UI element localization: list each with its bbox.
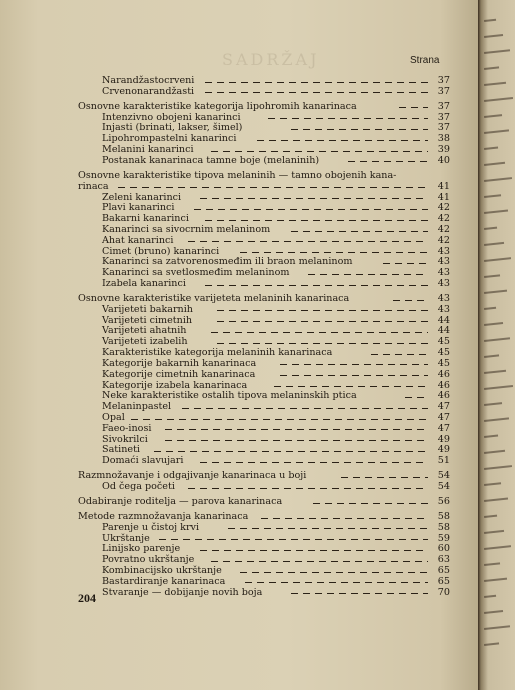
toc-entry-page: 44 bbox=[437, 314, 450, 326]
toc-entry-page: 44 bbox=[437, 325, 450, 337]
toc-entry-title: Kategorije izabela kanarinaca bbox=[102, 379, 248, 391]
adjacent-text-fragment bbox=[484, 417, 509, 422]
toc-entry-title: Cimet (bruno) kanarinci bbox=[102, 245, 220, 257]
toc-entry-title: Postanak kanarinaca tamne boje (melaninih) bbox=[102, 154, 320, 166]
toc-entry-title: Odabiranje roditelja — parova kanarinaca bbox=[78, 496, 283, 507]
adjacent-text-fragment bbox=[484, 257, 511, 262]
toc-entry-page: 58 bbox=[437, 511, 450, 522]
toc-entry-page: 49 bbox=[437, 444, 450, 456]
toc-entry-page: 47 bbox=[437, 422, 450, 434]
toc-entry-page: 54 bbox=[437, 470, 450, 482]
leader-dashes bbox=[383, 263, 428, 264]
adjacent-text-fragment bbox=[484, 385, 513, 390]
toc-entry-page: 42 bbox=[437, 223, 450, 235]
toc-entry-page: 46 bbox=[437, 379, 450, 391]
leader-dashes bbox=[348, 161, 428, 162]
toc-entry bbox=[78, 305, 450, 316]
leader-dashes bbox=[280, 375, 428, 376]
adjacent-text-fragment bbox=[484, 642, 499, 646]
table-of-contents bbox=[78, 76, 450, 599]
toc-entry-page: 46 bbox=[437, 368, 450, 380]
leader-dashes bbox=[291, 593, 428, 594]
toc-entry-title: Lipohrompastelni kanarinci bbox=[102, 133, 237, 145]
leader-dashes bbox=[118, 187, 428, 188]
toc-entry-title: Zeleni kanarinci bbox=[102, 191, 182, 203]
toc-entry-title: Varijeteti bakarnih bbox=[102, 303, 193, 315]
toc-entry-title: Kanarinci sa zatvorenosmeđim ili braon melaninom bbox=[102, 256, 353, 268]
toc-entry bbox=[78, 588, 450, 599]
adjacent-text-fragment bbox=[484, 147, 498, 150]
toc-entry-title: Osnovne karakteristike kategorija lipohromih kanarinaca bbox=[78, 100, 357, 112]
leader-dashes bbox=[182, 408, 428, 409]
toc-entry-page: 47 bbox=[437, 401, 450, 413]
toc-entry bbox=[78, 102, 450, 113]
adjacent-text-fragment bbox=[484, 227, 497, 230]
toc-entry-page: 65 bbox=[437, 575, 450, 587]
leader-dashes bbox=[240, 252, 428, 253]
adjacent-text-fragment bbox=[484, 322, 503, 326]
adjacent-text-fragment bbox=[484, 82, 506, 86]
adjacent-text-fragment bbox=[484, 49, 510, 54]
toc-entry-page: 63 bbox=[437, 554, 450, 566]
leader-dashes bbox=[280, 364, 428, 365]
toc-entry bbox=[78, 523, 450, 534]
toc-entry-page: 43 bbox=[437, 267, 450, 279]
toc-entry-page: 65 bbox=[437, 565, 450, 577]
leader-dashes bbox=[188, 488, 428, 489]
adjacent-text-fragment bbox=[484, 66, 499, 70]
toc-entry-title: Kategorije cimetnih kanarinaca bbox=[102, 368, 256, 380]
toc-entry bbox=[78, 482, 450, 493]
show-through-title: SADRŽAJ bbox=[222, 50, 320, 69]
adjacent-text-fragment bbox=[484, 625, 510, 630]
leader-dashes bbox=[194, 209, 428, 210]
adjacent-text-fragment bbox=[484, 177, 512, 182]
leader-dashes bbox=[200, 198, 428, 199]
toc-entry-title: Karakteristike kategorija melaninih kanarinaca bbox=[102, 347, 333, 359]
toc-entry-page: 40 bbox=[437, 154, 450, 166]
toc-entry bbox=[78, 182, 450, 193]
leader-dashes bbox=[261, 518, 428, 519]
toc-entry bbox=[78, 156, 450, 167]
adjacent-text-fragment bbox=[484, 435, 498, 438]
toc-entry-page: 45 bbox=[437, 347, 450, 359]
toc-entry bbox=[78, 171, 450, 182]
toc-entry-page: 39 bbox=[437, 144, 450, 156]
toc-entry bbox=[78, 279, 450, 290]
leader-dashes bbox=[159, 539, 428, 540]
toc-entry-title: Izabela kanarinci bbox=[102, 278, 186, 289]
adjacent-text-fragment bbox=[484, 610, 503, 614]
toc-entry bbox=[78, 236, 450, 247]
toc-entry-page: 43 bbox=[437, 245, 450, 257]
leader-dashes bbox=[245, 582, 428, 583]
adjacent-text-fragment bbox=[484, 34, 503, 38]
leader-dashes bbox=[274, 386, 428, 387]
leader-dashes bbox=[399, 107, 428, 108]
leader-dashes bbox=[405, 397, 428, 398]
toc-entry-title: Plavi kanarinci bbox=[102, 202, 175, 214]
toc-entry-page: 46 bbox=[437, 390, 450, 402]
toc-entry-page: 38 bbox=[437, 133, 450, 145]
toc-entry bbox=[78, 497, 450, 508]
adjacent-text-fragment bbox=[484, 162, 505, 166]
toc-entry-title: Kombinacijsko ukrštanje bbox=[102, 565, 222, 577]
leader-dashes bbox=[240, 572, 428, 573]
leader-dashes bbox=[291, 129, 428, 130]
adjacent-text-fragment bbox=[484, 545, 511, 550]
leader-dashes bbox=[291, 231, 428, 232]
toc-entry-title: Injasti (brinati, lakser, šimel) bbox=[102, 122, 243, 134]
toc-entry-title: rinaca bbox=[78, 180, 109, 192]
toc-entry-title: Bastardiranje kanarinaca bbox=[102, 575, 226, 587]
toc-entry-title: Sivokrilci bbox=[102, 433, 148, 445]
adjacent-text-fragment bbox=[484, 114, 502, 118]
toc-entry-page: 60 bbox=[437, 543, 450, 555]
toc-entry-page: 47 bbox=[437, 411, 450, 423]
toc-entry-title: Razmnožavanje i odgajivanje kanarinaca u boji bbox=[78, 470, 307, 482]
adjacent-text-fragment bbox=[484, 595, 496, 598]
toc-entry-title: Intenzivno obojeni kanarinci bbox=[102, 111, 241, 123]
adjacent-text-fragment bbox=[484, 337, 510, 342]
toc-entry-title: Ahat kanarinci bbox=[102, 234, 174, 246]
toc-entry bbox=[78, 456, 450, 467]
toc-entry-page: 58 bbox=[437, 521, 450, 533]
leader-dashes bbox=[257, 140, 428, 141]
toc-entry-title: Stvaranje — dobijanje novih boja bbox=[102, 586, 263, 598]
leader-dashes bbox=[165, 440, 428, 441]
toc-entry-title: Osnovne karakteristike varijeteta melaninih kanarinaca bbox=[78, 293, 350, 304]
toc-entry-title: Kategorije bakarnih kanarinaca bbox=[102, 357, 257, 369]
toc-entry-page: 43 bbox=[437, 256, 450, 268]
adjacent-text-fragment bbox=[484, 497, 508, 501]
leader-dashes bbox=[217, 343, 428, 344]
toc-entry-title: Varijeteti izabelih bbox=[102, 336, 188, 348]
leader-dashes bbox=[211, 332, 428, 333]
adjacent-text-fragment bbox=[484, 530, 504, 534]
toc-entry-page: 43 bbox=[437, 278, 450, 289]
adjacent-text-fragment bbox=[484, 19, 496, 22]
toc-entry bbox=[78, 424, 450, 435]
adjacent-text-fragment bbox=[484, 129, 509, 134]
adjacent-text-fragment bbox=[484, 578, 507, 582]
leader-dashes bbox=[200, 462, 428, 463]
leader-dashes bbox=[211, 561, 428, 562]
toc-entry-title: Povratno ukrštanje bbox=[102, 554, 195, 566]
toc-entry-page: 37 bbox=[437, 75, 450, 86]
toc-entry-title: Melaninpastel bbox=[102, 401, 172, 413]
toc-entry-title: Neke karakteristike ostalih tipova melaninskih ptica bbox=[102, 390, 357, 402]
leader-dashes bbox=[131, 419, 428, 420]
toc-entry-title: Opal bbox=[102, 411, 125, 423]
adjacent-text-fragment bbox=[484, 354, 499, 358]
adjacent-text-fragment bbox=[484, 402, 502, 406]
adjacent-text-fragment bbox=[484, 209, 508, 213]
leader-dashes bbox=[393, 300, 428, 301]
adjacent-text-fragment bbox=[484, 242, 504, 246]
adjacent-text-fragment bbox=[484, 465, 512, 470]
toc-entry-title: Crvenonarandžasti bbox=[102, 85, 195, 97]
toc-entry-title: Bakarni kanarinci bbox=[102, 213, 189, 225]
adjacent-text-fragment bbox=[484, 515, 497, 518]
toc-entry-page: 43 bbox=[437, 293, 450, 304]
toc-entry-page: 42 bbox=[437, 202, 450, 214]
leader-dashes bbox=[228, 528, 428, 529]
adjacent-text-fragment bbox=[484, 290, 507, 294]
leader-dashes bbox=[154, 451, 428, 452]
page-column-label: Strana bbox=[410, 55, 440, 66]
toc-entry-page: 45 bbox=[437, 336, 450, 348]
toc-entry-page: 70 bbox=[437, 586, 450, 598]
leader-dashes bbox=[200, 550, 428, 551]
leader-dashes bbox=[165, 429, 428, 430]
toc-entry-title: Narandžastocrveni bbox=[102, 75, 195, 86]
leader-dashes bbox=[188, 241, 428, 242]
adjacent-text-fragment bbox=[484, 482, 501, 486]
toc-entry-title: Satineti bbox=[102, 444, 140, 456]
toc-entry-title: Linijsko parenje bbox=[102, 543, 181, 555]
toc-entry-title: Ukrštanje bbox=[102, 532, 150, 544]
leader-dashes bbox=[205, 285, 428, 286]
toc-entry bbox=[78, 402, 450, 413]
leader-dashes bbox=[217, 321, 428, 322]
adjacent-text-fragment bbox=[484, 562, 500, 566]
toc-entry-page: 37 bbox=[437, 122, 450, 134]
leader-dashes bbox=[268, 118, 428, 119]
toc-entry-title: Faeo-inosi bbox=[102, 422, 152, 434]
leader-dashes bbox=[211, 151, 428, 152]
toc-entry bbox=[78, 370, 450, 381]
leader-dashes bbox=[217, 310, 428, 311]
adjacent-page-edge bbox=[478, 0, 515, 690]
leader-dashes bbox=[371, 354, 428, 355]
toc-entry-page: 37 bbox=[437, 85, 450, 97]
toc-entry-page: 56 bbox=[437, 496, 450, 507]
leader-dashes bbox=[341, 477, 428, 478]
toc-entry-page: 54 bbox=[437, 481, 450, 492]
toc-entry-title: Varijeteti ahatnih bbox=[102, 325, 187, 337]
toc-entry-title: Kanarinci sa svetlosmeđim melaninom bbox=[102, 267, 290, 279]
toc-entry-page: 42 bbox=[437, 213, 450, 225]
toc-entry-page: 45 bbox=[437, 357, 450, 369]
toc-entry-page: 41 bbox=[437, 191, 450, 203]
toc-entry-page: 37 bbox=[437, 100, 450, 112]
leader-dashes bbox=[205, 220, 428, 221]
leader-dashes bbox=[313, 503, 428, 504]
toc-entry-page: 43 bbox=[437, 303, 450, 315]
adjacent-text-fragment bbox=[484, 370, 506, 374]
leader-dashes bbox=[205, 82, 428, 83]
adjacent-text-fragment bbox=[484, 97, 513, 102]
adjacent-text-fragment bbox=[484, 274, 500, 278]
page-number: 204 bbox=[78, 591, 96, 605]
toc-entry-title: Melanini kanarinci bbox=[102, 144, 194, 156]
toc-entry-title: Domaći slavujari bbox=[102, 455, 184, 467]
toc-entry bbox=[78, 87, 450, 98]
toc-entry-title: Od čega početi bbox=[102, 481, 175, 492]
toc-entry-page: 37 bbox=[437, 111, 450, 123]
toc-entry-title: Varijeteti cimetnih bbox=[102, 314, 193, 326]
toc-entry-title: Parenje u čistoj krvi bbox=[102, 521, 200, 533]
toc-entry-title: Metode razmnožavanja kanarinaca bbox=[78, 511, 249, 522]
toc-entry-page: 51 bbox=[437, 455, 450, 467]
toc-entry-title: Osnovne karakteristike tipova melaninih — tamno obojenih kana- bbox=[78, 169, 397, 181]
toc-entry-page: 41 bbox=[437, 180, 450, 192]
adjacent-text-fragment bbox=[484, 194, 501, 198]
leader-dashes bbox=[308, 274, 428, 275]
toc-entry-page: 59 bbox=[437, 532, 450, 544]
toc-entry-page: 49 bbox=[437, 433, 450, 445]
leader-dashes bbox=[205, 92, 428, 93]
toc-entry-page: 42 bbox=[437, 234, 450, 246]
adjacent-text-fragment bbox=[484, 450, 505, 454]
toc-entry-title: Kanarinci sa sivocrnim melaninom bbox=[102, 223, 271, 235]
adjacent-text-fragment bbox=[484, 307, 496, 310]
